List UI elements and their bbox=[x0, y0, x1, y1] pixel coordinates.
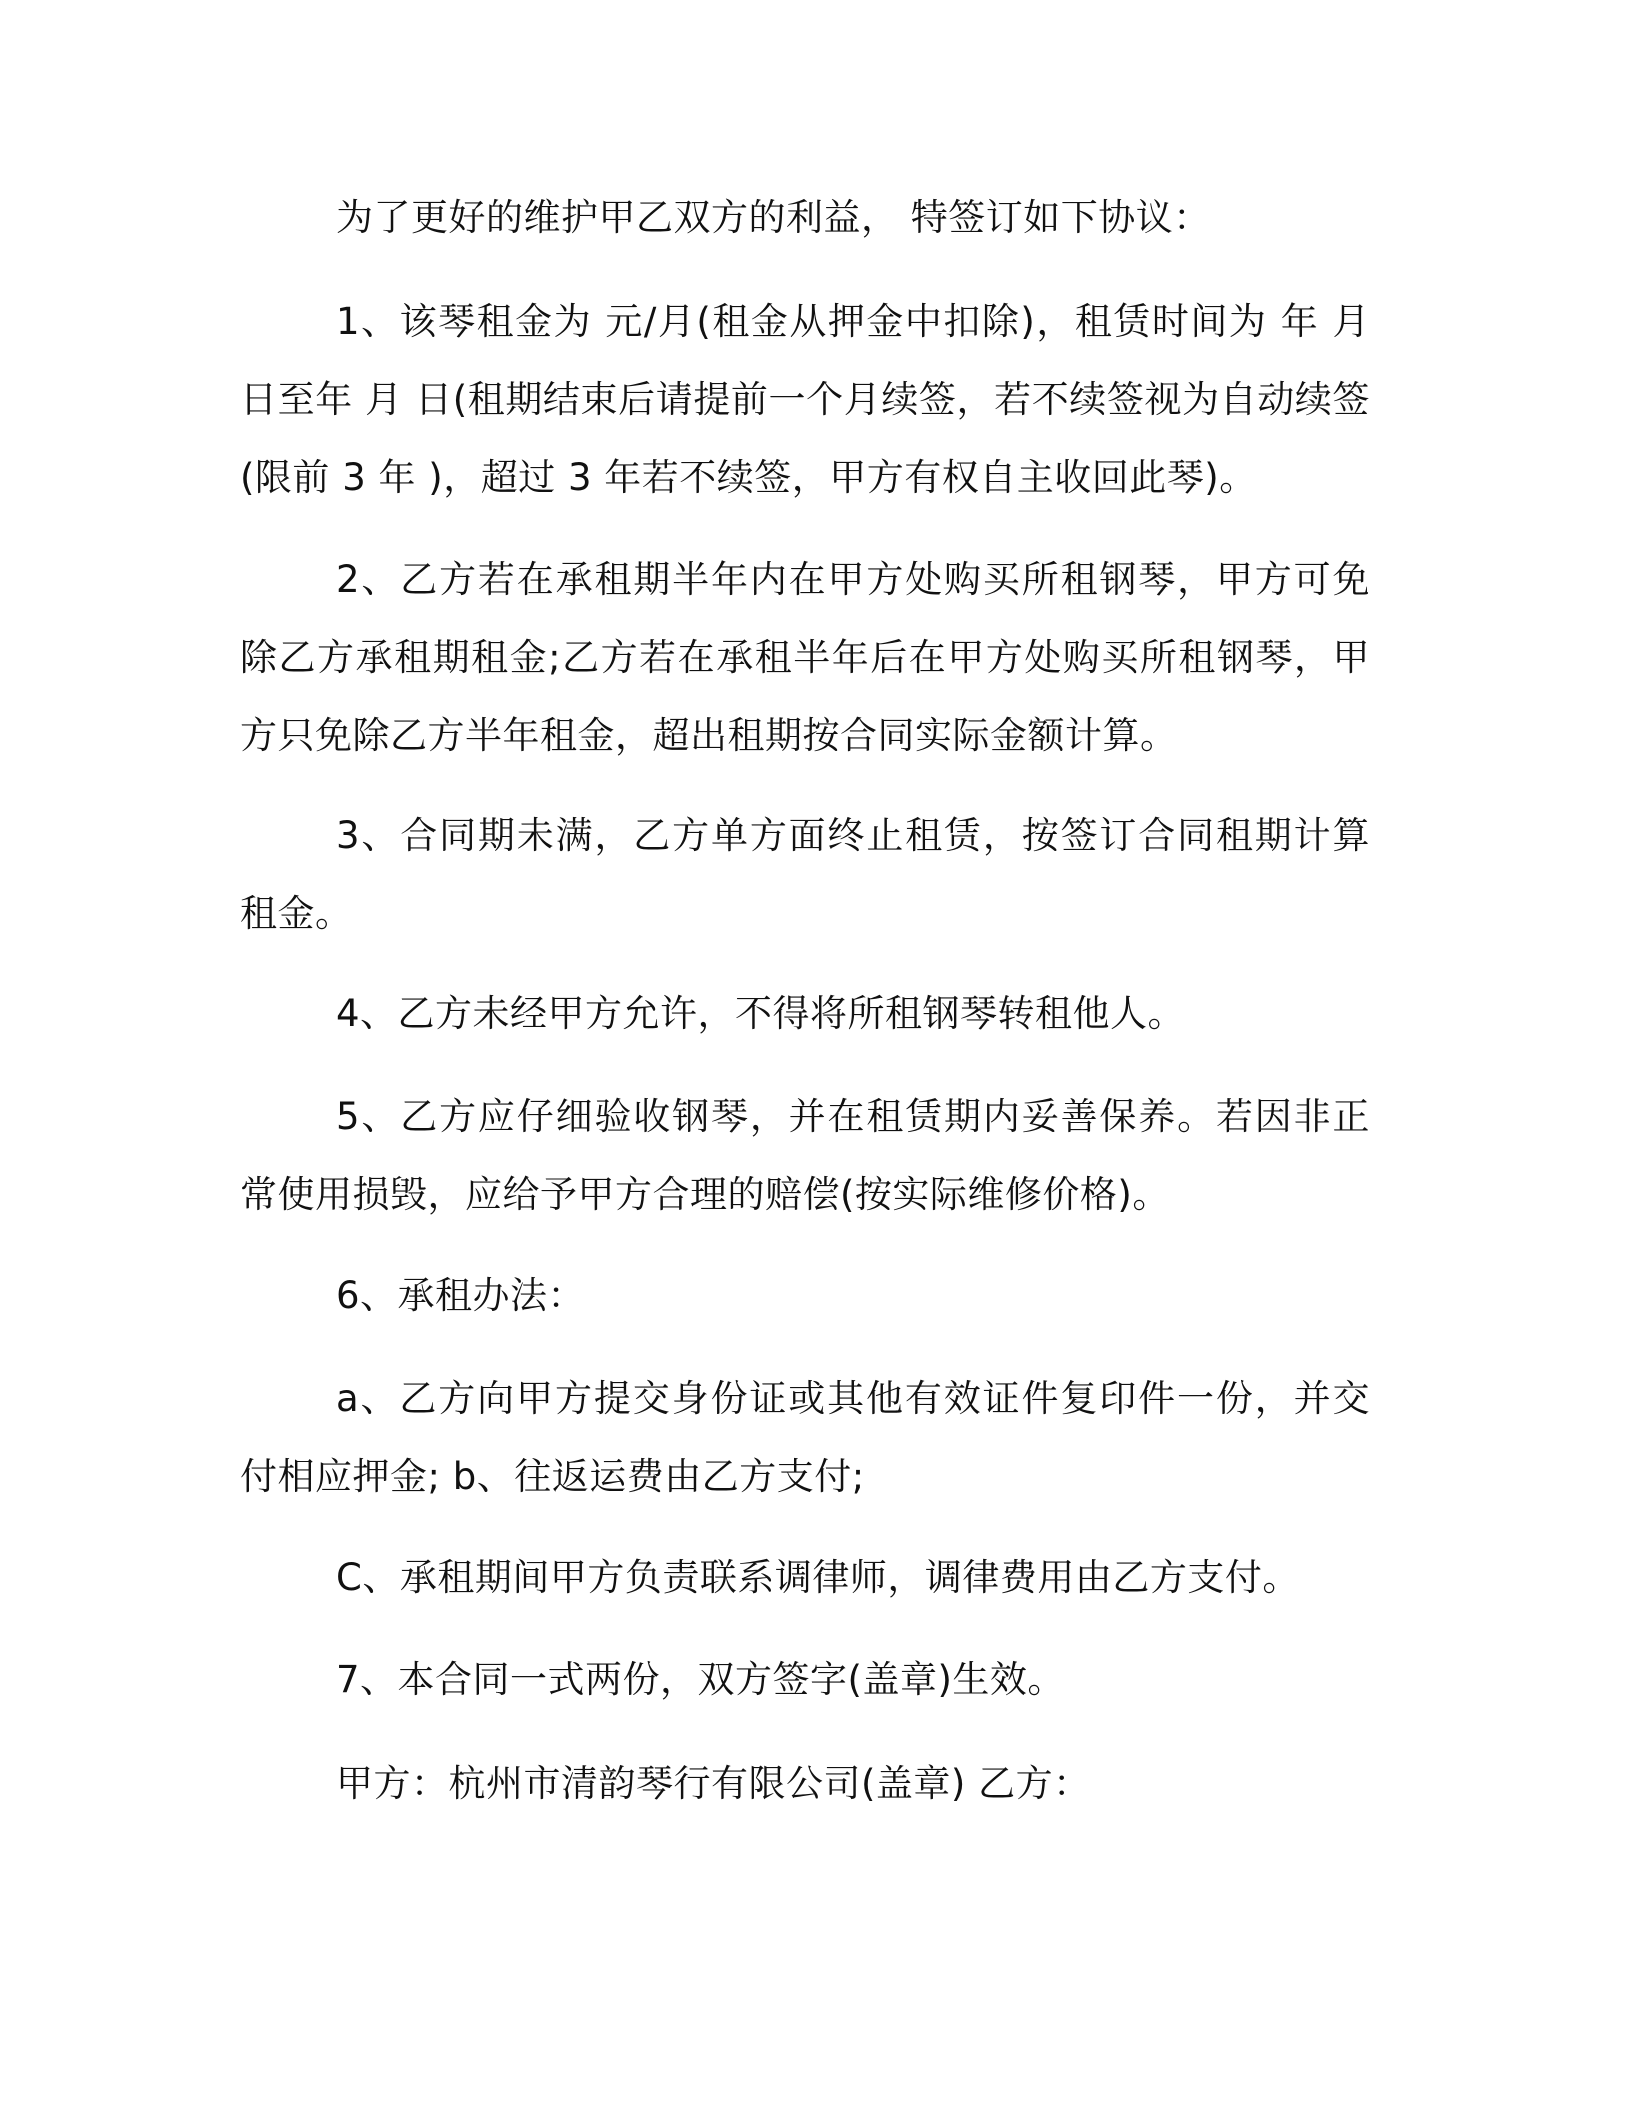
clause-6c-tuning: C、承租期间甲方负责联系调律师，调律费用由乙方支付。 bbox=[336, 1556, 1300, 1599]
clause-7-copies: 7、本合同一式两份，双方签字(盖章)生效。 bbox=[336, 1658, 1065, 1701]
clause-3-early-termination: 3、合同期未满，乙方单方面终止租赁，按签订合同租期计算租金。 bbox=[240, 814, 1370, 935]
intro-paragraph: 为了更好的维护甲乙双方的利益， 特签订如下协议： bbox=[336, 196, 1211, 239]
clause-6-heading: 6、承租办法： bbox=[336, 1274, 586, 1317]
signature-line: 甲方：杭州市清韵琴行有限公司(盖章) 乙方： bbox=[336, 1762, 1091, 1805]
clause-6a-deposit-and-shipping: a、乙方向甲方提交身份证或其他有效证件复印件一份，并交付相应押金; b、往返运费由乙方支付; bbox=[240, 1377, 1370, 1498]
clause-2-purchase-terms: 2、乙方若在承租期半年内在甲方处购买所租钢琴，甲方可免除乙方承租期租金;乙方若在承租半年后在甲方处购买所租钢琴，甲方只免除乙方半年租金，超出租期按合同实际金额计算。 bbox=[240, 558, 1370, 757]
clause-4-sublease: 4、乙方未经甲方允许，不得将所租钢琴转租他人。 bbox=[336, 992, 1186, 1035]
clause-5-maintenance: 5、乙方应仔细验收钢琴，并在租赁期内妥善保养。若因非正常使用损毁，应给予甲方合理的赔偿(按实际维修价格)。 bbox=[240, 1095, 1370, 1216]
clause-1-rent-and-term: 1、该琴租金为 元/月(租金从押金中扣除)，租赁时间为 年 月 日至年 月 日(租期结束后请提前一个月续签，若不续签视为自动续签(限前 3 年 )，超过 3 年若不续签，甲方有权自主收回此琴)。 bbox=[240, 300, 1370, 499]
